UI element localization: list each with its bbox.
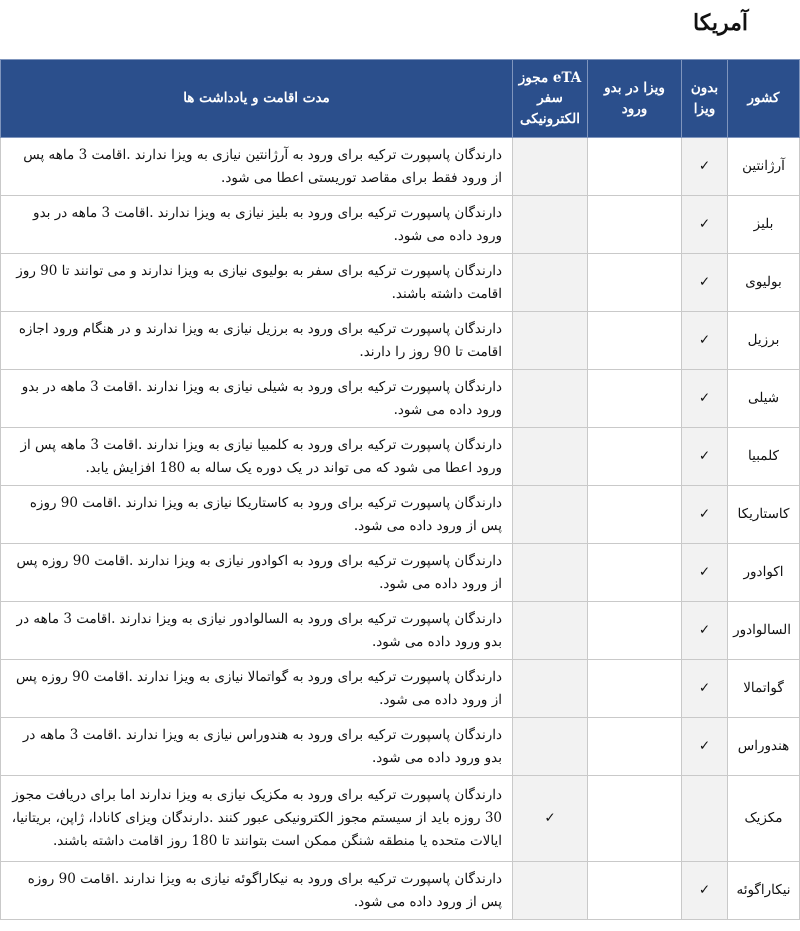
table-row — [1, 660, 800, 718]
notes-cell: دارندگان پاسپورت ترکیه برای ورود به مکزیک نیازی به ویزا ندارند اما برای دریافت مجوز 30 روزه باید از سیستم مجوز الکترونیکی عبور کنند .دارندگان ویزای کانادا، ژاپن، بریتانیا، ایالات متحده یا منطقه شنگن ممکن است بتوانند تا 180 روز اقامت داشته باشند. — [1, 776, 513, 862]
visa-free-cell: ✓ — [682, 138, 728, 196]
eta-cell — [513, 486, 588, 544]
country-cell: کاستاریکا — [728, 486, 800, 544]
eta-cell — [513, 254, 588, 312]
visa-on-arrival-cell — [588, 254, 682, 312]
table-row — [1, 776, 800, 862]
eta-cell — [513, 862, 588, 920]
visa-table — [0, 59, 800, 920]
eta-cell — [513, 138, 588, 196]
country-cell: مکزیک — [728, 776, 800, 862]
eta-cell — [513, 660, 588, 718]
visa-free-cell: ✓ — [682, 718, 728, 776]
country-cell: کلمبیا — [728, 428, 800, 486]
country-cell: بولیوی — [728, 254, 800, 312]
visa-free-cell: ✓ — [682, 196, 728, 254]
visa-free-cell — [682, 776, 728, 862]
header-visa-free: بدون ویزا — [682, 60, 728, 138]
table-row — [1, 862, 800, 920]
table-row — [1, 254, 800, 312]
table-row — [1, 196, 800, 254]
country-cell: السالوادور — [728, 602, 800, 660]
visa-on-arrival-cell — [588, 862, 682, 920]
visa-free-cell: ✓ — [682, 370, 728, 428]
header-visa-on-arrival: ویزا در بدو ورود — [588, 60, 682, 138]
visa-free-cell: ✓ — [682, 428, 728, 486]
notes-cell: دارندگان پاسپورت ترکیه برای ورود به کلمبیا نیازی به ویزا ندارند .اقامت 3 ماهه پس از ورود اعطا می شود که می تواند در یک دوره یک ساله به 180 افزایش یابد. — [1, 428, 513, 486]
country-cell: اکوادور — [728, 544, 800, 602]
visa-free-cell: ✓ — [682, 544, 728, 602]
country-cell: آرژانتین — [728, 138, 800, 196]
visa-on-arrival-cell — [588, 312, 682, 370]
eta-cell — [513, 196, 588, 254]
visa-on-arrival-cell — [588, 602, 682, 660]
visa-on-arrival-cell — [588, 428, 682, 486]
table-row — [1, 428, 800, 486]
eta-cell — [513, 544, 588, 602]
notes-cell: دارندگان پاسپورت ترکیه برای ورود به شیلی نیازی به ویزا ندارند .اقامت 3 ماهه در بدو ورود داده می شود. — [1, 370, 513, 428]
eta-cell: ✓ — [513, 776, 588, 862]
country-cell: برزیل — [728, 312, 800, 370]
table-row — [1, 602, 800, 660]
page-title: آمریکا — [692, 10, 748, 36]
table-row — [1, 544, 800, 602]
visa-on-arrival-cell — [588, 486, 682, 544]
visa-free-cell: ✓ — [682, 312, 728, 370]
header-country: کشور — [728, 60, 800, 138]
visa-free-cell: ✓ — [682, 660, 728, 718]
visa-free-cell: ✓ — [682, 254, 728, 312]
visa-on-arrival-cell — [588, 196, 682, 254]
table-row — [1, 486, 800, 544]
header-notes: مدت اقامت و یادداشت ها — [1, 60, 513, 138]
eta-cell — [513, 428, 588, 486]
notes-cell: دارندگان پاسپورت ترکیه برای ورود به نیکاراگوئه نیازی به ویزا ندارند .اقامت 90 روزه پس از ورود داده می شود. — [1, 862, 513, 920]
country-cell: نیکاراگوئه — [728, 862, 800, 920]
notes-cell: دارندگان پاسپورت ترکیه برای ورود به هندوراس نیازی به ویزا ندارند .اقامت 3 ماهه در بدو ورود داده می شود. — [1, 718, 513, 776]
eta-cell — [513, 312, 588, 370]
visa-on-arrival-cell — [588, 138, 682, 196]
table-row — [1, 312, 800, 370]
visa-free-cell: ✓ — [682, 486, 728, 544]
visa-on-arrival-cell — [588, 776, 682, 862]
visa-on-arrival-cell — [588, 370, 682, 428]
country-cell: بلیز — [728, 196, 800, 254]
visa-free-cell: ✓ — [682, 862, 728, 920]
country-cell: گواتمالا — [728, 660, 800, 718]
eta-cell — [513, 370, 588, 428]
notes-cell: دارندگان پاسپورت ترکیه برای سفر به بولیوی نیازی به ویزا ندارند و می توانند تا 90 روز اقامت داشته باشند. — [1, 254, 513, 312]
eta-cell — [513, 602, 588, 660]
country-cell: هندوراس — [728, 718, 800, 776]
table-row — [1, 138, 800, 196]
visa-free-cell: ✓ — [682, 602, 728, 660]
country-cell: شیلی — [728, 370, 800, 428]
visa-on-arrival-cell — [588, 660, 682, 718]
visa-on-arrival-cell — [588, 544, 682, 602]
notes-cell: دارندگان پاسپورت ترکیه برای ورود به اکوادور نیازی به ویزا ندارند .اقامت 90 روزه پس از ورود داده می شود. — [1, 544, 513, 602]
visa-on-arrival-cell — [588, 718, 682, 776]
notes-cell: دارندگان پاسپورت ترکیه برای ورود به گواتمالا نیازی به ویزا ندارند .اقامت 90 روزه پس از ورود داده می شود. — [1, 660, 513, 718]
header-eta: eTA مجوز سفر الکترونیکی — [513, 60, 588, 138]
notes-cell: دارندگان پاسپورت ترکیه برای ورود به السالوادور نیازی به ویزا ندارند .اقامت 3 ماهه در بدو ورود داده می شود. — [1, 602, 513, 660]
table-row — [1, 370, 800, 428]
notes-cell: دارندگان پاسپورت ترکیه برای ورود به کاستاریکا نیازی به ویزا ندارند .اقامت 90 روزه پس از ورود داده می شود. — [1, 486, 513, 544]
notes-cell: دارندگان پاسپورت ترکیه برای ورود به برزیل نیازی به ویزا ندارند و در هنگام ورود اجازه اقامت تا 90 روز را دارند. — [1, 312, 513, 370]
notes-cell: دارندگان پاسپورت ترکیه برای ورود به بلیز نیازی به ویزا ندارند .اقامت 3 ماهه در بدو ورود داده می شود. — [1, 196, 513, 254]
table-header-row — [1, 60, 800, 138]
notes-cell: دارندگان پاسپورت ترکیه برای ورود به آرژانتین نیازی به ویزا ندارند .اقامت 3 ماهه پس از ورود فقط برای مقاصد توریستی اعطا می شود. — [1, 138, 513, 196]
table-row — [1, 718, 800, 776]
eta-cell — [513, 718, 588, 776]
